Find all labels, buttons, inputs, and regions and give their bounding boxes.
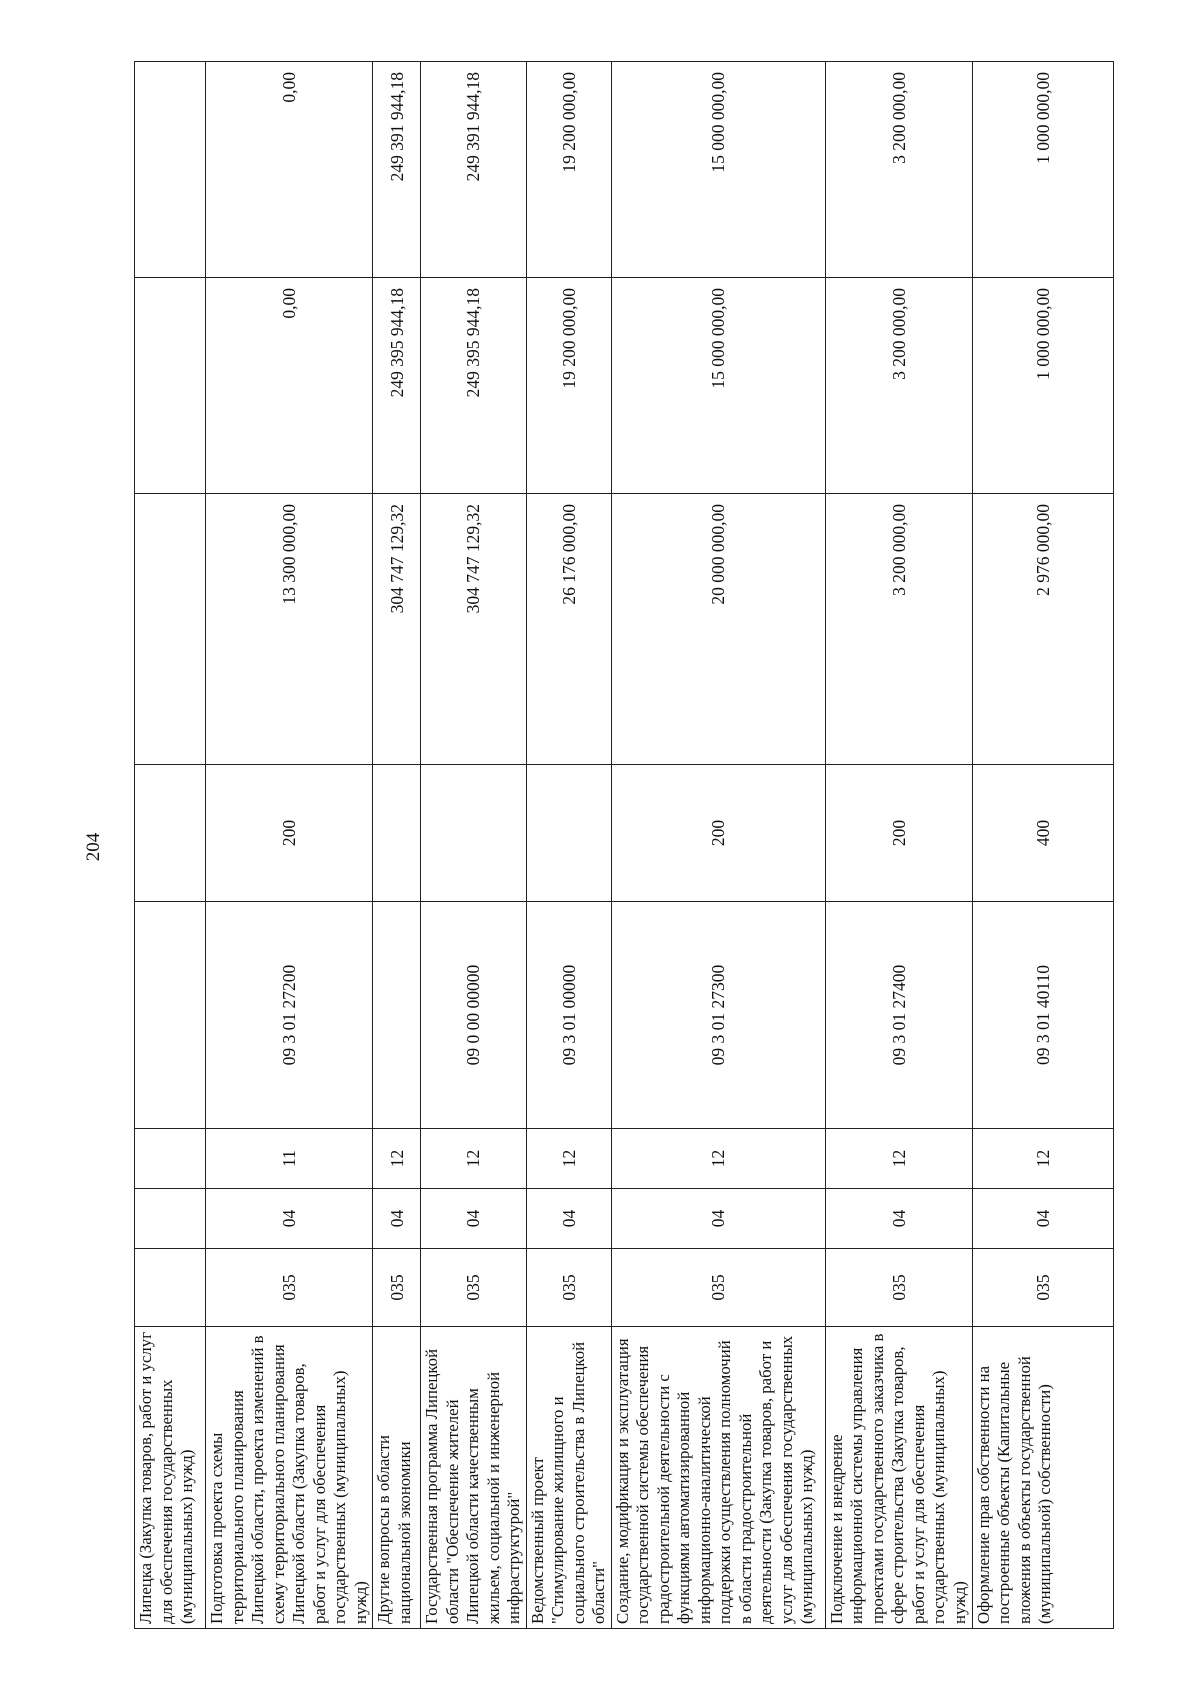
sum-year-1: 304 747 129,32 — [421, 494, 527, 765]
target-article: 09 3 01 27300 — [611, 902, 825, 1129]
target-article: 09 3 01 40110 — [972, 902, 1113, 1129]
section-code: 04 — [526, 1189, 611, 1249]
subsection-code: 12 — [421, 1129, 527, 1189]
target-article — [373, 902, 421, 1129]
row-name: Ведомственный проект "Стимулирование жилищного и социального строительства в Липецкой области" — [526, 1327, 611, 1629]
subsection-code: 12 — [972, 1129, 1113, 1189]
sum-year-2: 1 000 000,00 — [972, 278, 1113, 494]
row-name: Другие вопросы в области национальной экономики — [373, 1327, 421, 1629]
section-code: 04 — [421, 1189, 527, 1249]
sum-year-3: 15 000 000,00 — [611, 62, 825, 278]
org-code: 035 — [611, 1249, 825, 1327]
sum-year-3: 19 200 000,00 — [526, 62, 611, 278]
row-name: Оформление прав собственности на построенные объекты (Капитальные вложения в объекты государственной (муниципальной) собственности) — [972, 1327, 1113, 1629]
row-name: Создание, модификация и эксплуатация государственной системы обеспечения градостроительной деятельности с функциями автоматизированной информационно-аналитической поддержки осуществления полномочий в области градостроительной деятельности (Закупка товаров, работ и услуг для обеспечения государственных (муниципальных) нужд) — [611, 1327, 825, 1629]
sum-year-3: 249 391 944,18 — [421, 62, 527, 278]
expense-type — [135, 765, 206, 902]
budget-table — [134, 61, 1114, 1629]
page-number: 204 — [83, 832, 104, 862]
sum-year-2: 0,00 — [206, 278, 373, 494]
table-row — [373, 62, 421, 1629]
sum-year-3: 0,00 — [206, 62, 373, 278]
subsection-code: 12 — [825, 1129, 972, 1189]
table-row — [135, 62, 206, 1629]
section-code: 04 — [206, 1189, 373, 1249]
section-code: 04 — [611, 1189, 825, 1249]
section-code: 04 — [972, 1189, 1113, 1249]
table-row — [972, 62, 1113, 1629]
section-code: 04 — [373, 1189, 421, 1249]
expense-type: 400 — [972, 765, 1113, 902]
row-name: Липецка (Закупка товаров, работ и услуг для обеспечения государственных (муниципальных) нужд) — [135, 1327, 206, 1629]
sum-year-3: 3 200 000,00 — [825, 62, 972, 278]
org-code: 035 — [421, 1249, 527, 1327]
table-row — [526, 62, 611, 1629]
sum-year-2: 249 395 944,18 — [373, 278, 421, 494]
org-code: 035 — [825, 1249, 972, 1327]
sum-year-2: 3 200 000,00 — [825, 278, 972, 494]
table-row — [206, 62, 373, 1629]
sum-year-1: 2 976 000,00 — [972, 494, 1113, 765]
target-article: 09 3 01 27400 — [825, 902, 972, 1129]
row-name: Государственная программа Липецкой области "Обеспечение жителей Липецкой области качественным жильем, социальной и инженерной инфраструктурой" — [421, 1327, 527, 1629]
table-row — [825, 62, 972, 1629]
org-code: 035 — [206, 1249, 373, 1327]
subsection-code: 12 — [373, 1129, 421, 1189]
expense-type — [373, 765, 421, 902]
subsection-code: 12 — [611, 1129, 825, 1189]
table-row — [611, 62, 825, 1629]
table-row — [421, 62, 527, 1629]
sum-year-1: 13 300 000,00 — [206, 494, 373, 765]
section-code — [135, 1189, 206, 1249]
expense-type: 200 — [825, 765, 972, 902]
rotated-table-container — [134, 62, 1066, 1629]
target-article: 09 3 01 00000 — [526, 902, 611, 1129]
org-code — [135, 1249, 206, 1327]
org-code: 035 — [526, 1249, 611, 1327]
expense-type — [421, 765, 527, 902]
subsection-code: 12 — [526, 1129, 611, 1189]
sum-year-1: 20 000 000,00 — [611, 494, 825, 765]
expense-type — [526, 765, 611, 902]
sum-year-3: 249 391 944,18 — [373, 62, 421, 278]
sum-year-1: 3 200 000,00 — [825, 494, 972, 765]
org-code: 035 — [373, 1249, 421, 1327]
row-name: Подключение и внедрение информационной системы управления проектами государственного заказчика в сфере строительства (Закупка товаров, работ и услуг для обеспечения государственных (муниципальных) нужд) — [825, 1327, 972, 1629]
section-code: 04 — [825, 1189, 972, 1249]
sum-year-1: 304 747 129,32 — [373, 494, 421, 765]
target-article — [135, 902, 206, 1129]
sum-year-2: 249 395 944,18 — [421, 278, 527, 494]
sum-year-3 — [135, 62, 206, 278]
sum-year-1: 26 176 000,00 — [526, 494, 611, 765]
expense-type: 200 — [206, 765, 373, 902]
sum-year-3: 1 000 000,00 — [972, 62, 1113, 278]
sum-year-2 — [135, 278, 206, 494]
sum-year-2: 19 200 000,00 — [526, 278, 611, 494]
sum-year-2: 15 000 000,00 — [611, 278, 825, 494]
sum-year-1 — [135, 494, 206, 765]
org-code: 035 — [972, 1249, 1113, 1327]
target-article: 09 3 01 27200 — [206, 902, 373, 1129]
target-article: 09 0 00 00000 — [421, 902, 527, 1129]
subsection-code — [135, 1129, 206, 1189]
row-name: Подготовка проекта схемы территориального планирования Липецкой области, проекта изменений в схему территориального планирования Липецкой области (Закупка товаров, работ и услуг для обеспечения государственных (муниципальных) нужд) — [206, 1327, 373, 1629]
subsection-code: 11 — [206, 1129, 373, 1189]
expense-type: 200 — [611, 765, 825, 902]
